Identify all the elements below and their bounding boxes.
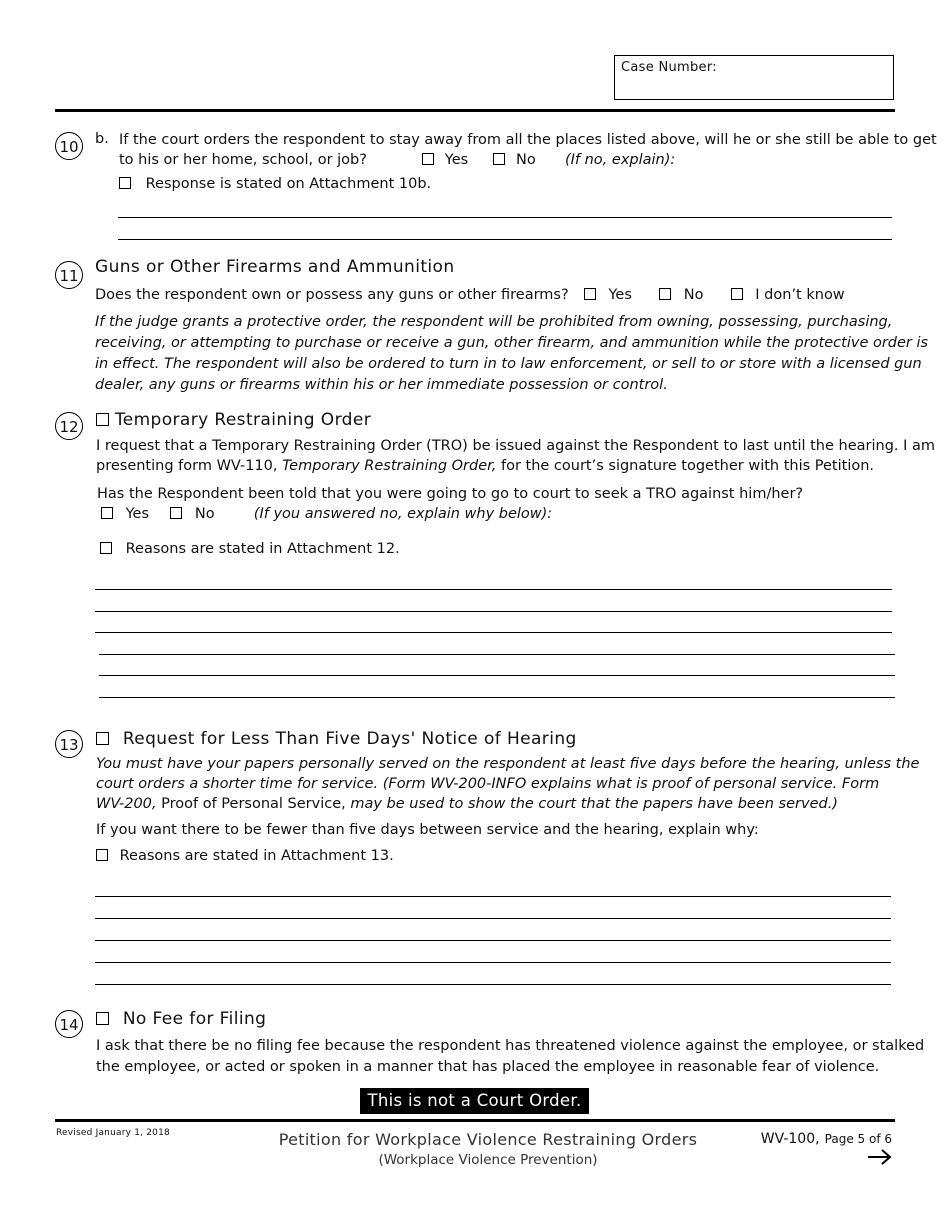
section-12-yes-label: Yes <box>125 506 150 522</box>
section-10-attachment-label: Response is stated on Attachment 10b. <box>145 176 432 192</box>
section-11-yes-checkbox[interactable] <box>584 288 596 300</box>
section-10-answer-line[interactable] <box>118 239 892 240</box>
footer-rule <box>55 1119 895 1122</box>
section-13-answer-line[interactable] <box>95 940 891 941</box>
section-12-answer-line[interactable] <box>95 589 892 590</box>
section-10-number: 10 <box>55 132 83 160</box>
section-11-title: Guns or Other Firearms and Ammunition <box>95 257 455 277</box>
section-13-number: 13 <box>55 730 83 758</box>
section-12-form-title: Temporary Restraining Order, <box>282 458 497 474</box>
section-10-question-line2 <box>119 150 675 171</box>
section-10-question-line1: If the court orders the respondent to stay away from all the places listed above, will he or she still be able to get <box>119 132 937 148</box>
section-12-hint: (If you answered no, explain why below): <box>253 506 553 522</box>
section-13-answer-line[interactable] <box>95 918 891 919</box>
section-13-title-row <box>96 729 577 749</box>
case-number-box[interactable] <box>614 55 894 100</box>
section-12-question: Has the Respondent been told that you were going to go to court to seek a TRO against him/her? <box>97 486 804 502</box>
section-13-note-line: You must have your papers personally served on the respondent at least five days before the hearing, unless the <box>96 756 920 772</box>
section-11-no-checkbox[interactable] <box>659 288 671 300</box>
section-12-answer-line[interactable] <box>95 611 892 612</box>
footer-subtitle: (Workplace Violence Prevention) <box>378 1152 598 1168</box>
section-13-note-line: court orders a shorter time for service. (Form WV-200-INFO explains what is proof of personal service. Form <box>96 776 880 792</box>
section-12-answer-line[interactable] <box>99 675 895 676</box>
page-number: Page 5 of 6 <box>824 1132 892 1146</box>
section-14-text-line: I ask that there be no filing fee because the respondent has threatened violence against the employee, or stalked <box>96 1038 925 1054</box>
section-10-yes-label: Yes <box>444 152 469 168</box>
form-id: WV-100, <box>760 1131 820 1147</box>
section-13-form-title: Proof of Personal Service, <box>161 796 346 812</box>
section-10-letter: b. <box>95 131 109 147</box>
section-11-dont-know-label: I don’t know <box>755 287 845 303</box>
section-14-checkbox[interactable] <box>96 1012 109 1025</box>
section-11-no-label: No <box>683 287 704 303</box>
section-12-answer-line[interactable] <box>99 697 895 698</box>
section-12-request-line1: I request that a Temporary Restraining Order (TRO) be issued against the Respondent to last until the hearing. I am <box>96 438 936 454</box>
section-12-attachment-checkbox[interactable] <box>100 542 112 554</box>
section-13-explain: If you want there to be fewer than five days between service and the hearing, explain why: <box>96 822 759 838</box>
section-14-text-line: the employee, or acted or spoken in a manner that has placed the employee in reasonable fear of violence. <box>96 1059 880 1075</box>
section-12-attachment <box>100 539 400 560</box>
section-10-no-label: No <box>516 152 536 168</box>
section-12-request-text: for the court’s signature together with this Petition. <box>496 458 875 474</box>
section-12-title-row <box>96 410 371 430</box>
section-11-dont-know-checkbox[interactable] <box>731 288 743 300</box>
section-10-no-checkbox[interactable] <box>493 153 505 165</box>
section-12-no-label: No <box>194 506 215 522</box>
section-10-question-text: to his or her home, school, or job? <box>119 152 367 168</box>
section-11-number: 11 <box>55 261 83 289</box>
section-12-checkbox[interactable] <box>96 413 109 426</box>
section-13-attachment-label: Reasons are stated in Attachment 13. <box>119 848 394 864</box>
section-10-yes-checkbox[interactable] <box>422 153 434 165</box>
section-12-number: 12 <box>55 412 83 440</box>
section-10-hint: (If no, explain): <box>564 152 676 168</box>
section-11-yes-label: Yes <box>608 287 632 303</box>
section-10-answer-line[interactable] <box>118 217 892 218</box>
section-12-no-checkbox[interactable] <box>170 507 182 519</box>
section-10-attachment-checkbox[interactable] <box>119 177 131 189</box>
revised-date: Revised January 1, 2018 <box>56 1128 170 1138</box>
right-arrow-icon[interactable] <box>866 1147 894 1167</box>
section-11-note-line: in effect. The respondent will also be ordered to turn in to law enforcement, or sell to or store with a licensed gun <box>95 356 922 372</box>
section-10-attachment <box>119 174 431 195</box>
section-13-checkbox[interactable] <box>96 732 109 745</box>
section-13-note-text: WV-200, <box>96 796 162 812</box>
section-11-note-line: receiving, or attempting to purchase or receive a gun, other firearm, and ammunition while the protective order is <box>95 335 929 351</box>
case-number-label: Case Number: <box>621 60 717 75</box>
form-page-info <box>761 1128 892 1147</box>
section-12-yes-checkbox[interactable] <box>101 507 113 519</box>
section-14-number: 14 <box>55 1010 83 1038</box>
section-13-title: Request for Less Than Five Days' Notice of Hearing <box>122 729 577 749</box>
section-12-attachment-label: Reasons are stated in Attachment 12. <box>125 541 400 557</box>
section-13-note-line3 <box>96 794 838 815</box>
section-13-answer-line[interactable] <box>95 962 891 963</box>
section-12-answer-line[interactable] <box>95 632 892 633</box>
section-13-answer-line[interactable] <box>95 984 891 985</box>
section-14-title-row <box>96 1009 266 1029</box>
section-12-request-text: presenting form WV-110, <box>96 458 283 474</box>
header-rule <box>55 109 895 112</box>
section-13-attachment <box>96 846 394 867</box>
section-12-title: Temporary Restraining Order <box>114 410 372 430</box>
section-11-note-line: dealer, any guns or firearms within his or her immediate possession or control. <box>95 377 668 393</box>
section-11-note-line: If the judge grants a protective order, the respondent will be prohibited from owning, possessing, purchasing, <box>95 314 893 330</box>
section-14-title: No Fee for Filing <box>122 1009 267 1029</box>
not-court-order-banner: This is not a Court Order. <box>360 1088 589 1114</box>
section-13-note-text: may be used to show the court that the papers have been served.) <box>345 796 838 812</box>
section-11-question: Does the respondent own or possess any guns or other firearms? <box>95 287 569 303</box>
section-12-answer-line[interactable] <box>99 654 895 655</box>
footer-title: Petition for Workplace Violence Restraining Orders <box>278 1130 698 1149</box>
section-12-request-line2 <box>96 456 874 477</box>
section-13-answer-line[interactable] <box>95 896 891 897</box>
section-13-attachment-checkbox[interactable] <box>96 849 108 861</box>
section-12-answer-row <box>101 504 552 525</box>
section-11-question-row <box>95 285 845 306</box>
